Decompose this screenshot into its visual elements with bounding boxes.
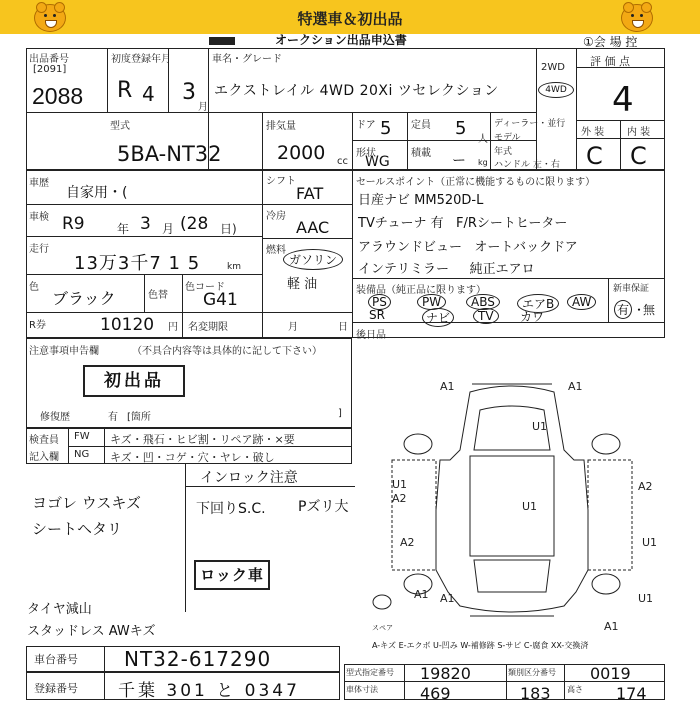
load-label: 積載 — [411, 148, 431, 159]
exterior-label: 外 装 — [581, 127, 605, 138]
form-number-value: 19820 — [420, 664, 471, 683]
wheel-rear-right-icon — [592, 574, 620, 594]
shaken-month-unit: 月 — [162, 222, 175, 236]
damage-mark: U1 — [522, 500, 538, 513]
equipment-item: SR — [369, 308, 385, 322]
first-registration-label: 初度登録年月 — [111, 54, 171, 65]
equipment-item: AW — [567, 294, 596, 310]
fuel-diesel: 軽 油 — [287, 277, 318, 292]
aircon-label: 冷房 — [266, 211, 286, 222]
repair-has: 有 — [108, 412, 118, 423]
displacement-label: 排気量 — [266, 121, 296, 132]
banner — [0, 0, 700, 34]
remark-bottom-2: スタッドレス AWキズ — [27, 624, 156, 639]
capacity-label: 定員 — [411, 120, 431, 131]
displacement-unit: cc — [337, 156, 348, 167]
exterior-score: C — [586, 142, 603, 170]
color-code-label: 色コード — [185, 282, 225, 293]
damage-mark: A1 — [414, 588, 429, 601]
equipment-item: PW — [417, 294, 446, 310]
transfer-day: 日 — [338, 322, 348, 333]
inspector-row1: キズ・飛石・ヒビ割・リペア跡・×要 — [110, 433, 295, 446]
lot-number: 2088 — [32, 83, 84, 109]
remark-bottom-1: タイヤ減山 — [27, 602, 92, 617]
new-warranty-label: 新車保証 — [613, 284, 650, 294]
first-registration-month: 3 — [182, 80, 196, 105]
shaken-day-unit: 日) — [220, 222, 237, 236]
sales-point-line: TVチューナ 有 F/Rシートヒーター — [358, 216, 568, 231]
rear-window — [474, 560, 550, 592]
first-registration-era: R — [117, 78, 133, 103]
equipment-label: 装備品（純正品に限ります） — [356, 285, 486, 296]
notes-label: 注意事項申告欄 — [29, 346, 99, 357]
sales-point-line: インテリミラー 純正エアロ — [358, 262, 535, 277]
interior-score: C — [630, 142, 647, 170]
equipment-item: ABS — [466, 294, 500, 310]
displacement-value: 2000 — [277, 142, 326, 164]
lot-label: 出品番号 — [29, 54, 69, 65]
inspector-ng: NG — [74, 449, 90, 460]
score-value: 4 — [612, 80, 634, 120]
handle-label: ハンドル 左・右 — [494, 160, 560, 170]
shape-label: 形状 — [356, 148, 376, 159]
model-name-value: エクストレイル 4WD 20Xi ツセレクション — [214, 83, 499, 99]
score-label: 評 価 点 — [590, 55, 630, 68]
damage-mark: A2 — [638, 480, 653, 493]
drive-value: 4WD — [538, 82, 574, 98]
usage-value: 自家用・( — [66, 185, 128, 201]
body-length-value: 469 — [420, 684, 451, 703]
inspector-row2: キズ・凹・コゲ・穴・ヤレ・破し — [110, 451, 275, 464]
venue-copy: ①会 場 控 — [583, 35, 638, 49]
recycle-unit: 円 — [168, 322, 178, 333]
damage-mark: A2 — [392, 492, 407, 505]
shaken-day: (28 — [180, 214, 209, 234]
roof-panel — [470, 456, 554, 556]
repair-close: ] — [338, 408, 342, 419]
doors-label: ドア — [356, 120, 376, 131]
damage-mark: A2 — [400, 536, 415, 549]
shift-value: FAT — [296, 184, 324, 203]
wheel-front-right-icon — [592, 434, 620, 454]
mileage-value: 13万3千7 1 5 — [74, 253, 201, 274]
color-label: 色 — [29, 282, 39, 293]
year-label: 年式 — [494, 147, 513, 157]
model-name-label: 車名・グレード — [212, 54, 282, 65]
capacity-unit: 人 — [478, 134, 488, 145]
remark-mid-2: Pズリ大 — [298, 499, 349, 515]
recycle-label: R券 — [29, 320, 46, 331]
model-type-label: 型式 — [110, 121, 130, 132]
equipment-item: ナビ — [422, 308, 454, 327]
model-year-label: モデル — [494, 133, 521, 143]
equipment-item: カワ — [520, 310, 545, 324]
form-number-label: 型式指定番号 — [346, 668, 394, 677]
first-registration-year: 4 — [142, 82, 155, 106]
repair-label: 修復歴 — [40, 412, 70, 423]
color-code-value: G41 — [203, 290, 238, 310]
body-width-value: 183 — [520, 684, 551, 703]
car-body-outline — [436, 386, 588, 612]
equipment-item: PS — [368, 294, 391, 310]
sales-point-line: 日産ナビ MM520D-L — [358, 193, 484, 208]
sales-point-line: アラウンドビュー オートバックドア — [358, 240, 578, 255]
equipment-item: TV — [473, 308, 499, 324]
height-label: 高さ — [567, 685, 583, 694]
entry-label: 記入欄 — [29, 452, 59, 463]
repair-place: [箇所 — [127, 412, 151, 423]
left-side-panel — [392, 460, 436, 570]
equipment-item: エアB — [517, 294, 559, 313]
wheel-front-left-icon — [404, 434, 432, 454]
spare-tire-icon — [373, 595, 391, 609]
sales-points-label: セールスポイント（正常に機能するものに限ります） — [356, 177, 596, 188]
chassis-number: NT32-617290 — [124, 647, 272, 671]
interior-label: 内 装 — [627, 127, 651, 138]
remark-left-1: ヨゴレ ウスキズ — [32, 494, 142, 512]
load-value: ー — [452, 153, 466, 169]
capacity-value: 5 — [455, 118, 467, 139]
load-unit: kg — [478, 158, 488, 167]
damage-mark: A1 — [568, 380, 583, 393]
shaken-month: 3 — [140, 214, 151, 234]
transfer-label: 名変期限 — [188, 322, 228, 333]
drive-label: 2WD — [541, 62, 565, 73]
recycle-value: 10120 — [100, 315, 155, 335]
doors-value: 5 — [380, 118, 392, 139]
body-height-value: 174 — [616, 684, 647, 703]
dealer-label: ディーラー・並行 — [494, 119, 566, 129]
lot-code: [2091] — [33, 64, 67, 75]
body-size-label: 車体寸法 — [346, 685, 378, 694]
damage-mark: U1 — [392, 478, 408, 491]
damage-mark: A1 — [440, 380, 455, 393]
warranty-separator: ・ — [633, 303, 646, 317]
mileage-unit: km — [227, 262, 241, 272]
fuel-gasoline: ガソリン — [283, 249, 343, 270]
first-listing-stamp: 初出品 — [83, 365, 185, 397]
right-side-panel — [588, 460, 632, 570]
first-registration-month-unit: 月 — [198, 102, 208, 113]
remark-mid-1: 下回りS.C. — [196, 501, 266, 517]
plate-number: 千葉 301 と 0347 — [118, 681, 300, 701]
plate-label: 登録番号 — [34, 682, 78, 695]
color-change-label: 色替 — [148, 290, 168, 301]
car-diagram — [352, 370, 672, 650]
inspector-fw: FW — [74, 431, 90, 442]
usage-label: 車歴 — [29, 178, 49, 189]
spare-label: スペア — [372, 624, 393, 632]
fuel-label: 燃料 — [266, 245, 286, 256]
damage-mark: U1 — [642, 536, 658, 549]
after-date-label: 後日品 — [356, 330, 386, 341]
damage-mark: U1 — [532, 420, 548, 433]
diagram-legend: A-キズ E-エクボ U-凹み W-補修跡 S-サビ C-腐食 XX-交換済 — [372, 641, 589, 650]
shift-label: シフト — [266, 176, 296, 187]
warranty-yes: 有 — [614, 300, 632, 319]
warranty-no: 無 — [643, 303, 656, 317]
damage-mark: A1 — [440, 592, 455, 605]
notes-sub-label: （不具合内容等は具体的に記して下さい） — [132, 346, 322, 357]
mileage-label: 走行 — [29, 244, 49, 255]
lock-stamp: ロック車 — [194, 560, 270, 590]
chassis-label: 車台番号 — [34, 653, 78, 666]
inspector-label: 検査員 — [29, 435, 59, 446]
model-type-value: 5BA-NT32 — [117, 142, 222, 166]
remark-top: インロック注意 — [200, 470, 298, 486]
mascot-logo-icon — [621, 4, 653, 32]
banner-title: 特選車＆初出品 — [297, 10, 403, 28]
aircon-value: AAC — [296, 218, 330, 237]
class-number-value: 0019 — [590, 664, 631, 683]
color-value: ブラック — [52, 289, 116, 308]
damage-mark: U1 — [638, 592, 654, 605]
remark-left-2: シートヘタリ — [32, 520, 123, 538]
shaken-year-unit: 年 — [117, 222, 130, 236]
class-number-label: 類別区分番号 — [508, 668, 556, 677]
shape-value: WG — [365, 154, 390, 170]
auction-name: オークション出品申込書 — [209, 34, 509, 46]
damage-mark: A1 — [604, 620, 619, 633]
shaken-era: R9 — [62, 214, 85, 234]
shaken-label: 車検 — [29, 212, 49, 223]
transfer-month: 月 — [288, 322, 298, 333]
